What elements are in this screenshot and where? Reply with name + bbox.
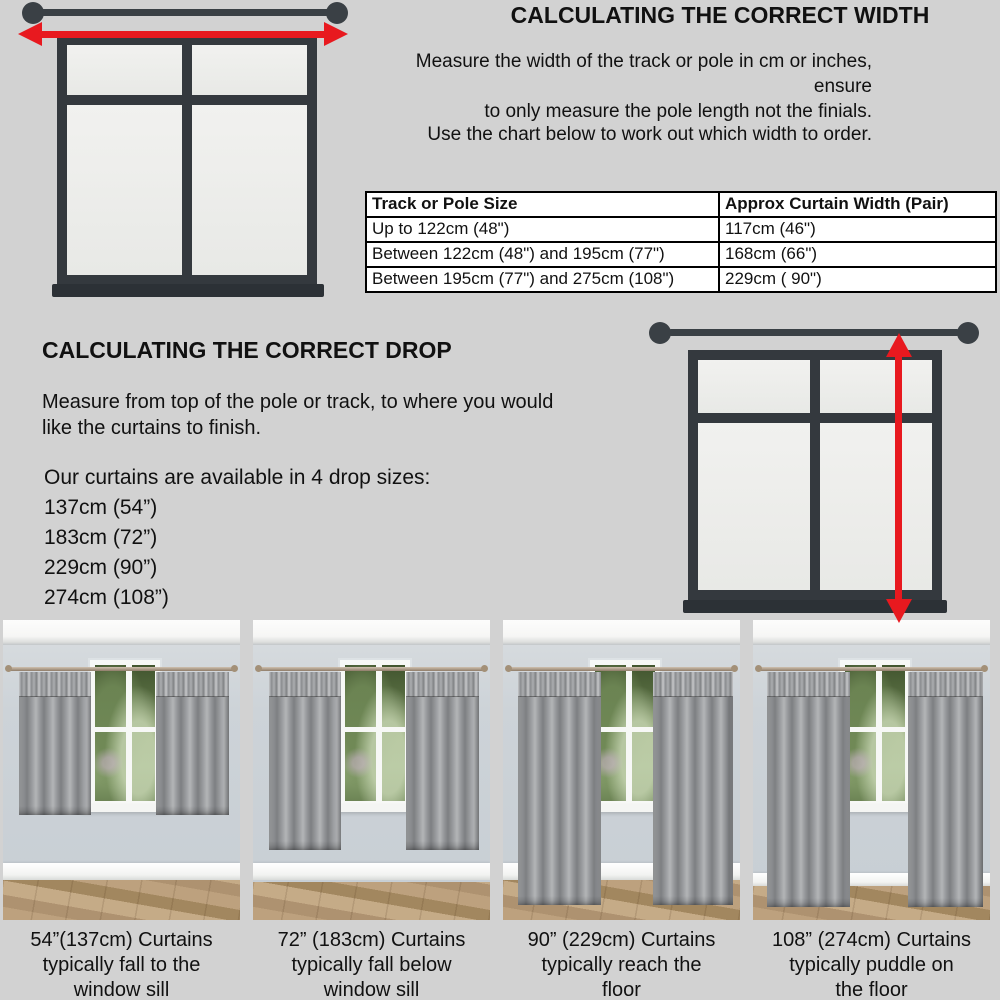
drop-size-item: 274cm (108”): [44, 586, 169, 609]
curtain-panel-left: [767, 672, 850, 907]
table-header-row: [366, 192, 996, 217]
window-pane: [820, 423, 932, 590]
caption-line: 54”(137cm) Curtains: [30, 929, 213, 951]
photo-curtain-pole: [509, 667, 734, 671]
caption-line: 90” (229cm) Curtains: [527, 929, 716, 951]
arrow-right-head: [324, 22, 348, 46]
window-mullion: [126, 665, 132, 801]
curtain-pole-icon: [668, 329, 960, 336]
pole-finial-icon: [505, 665, 512, 672]
ceiling-cornice: [503, 620, 740, 645]
curtain-panel-right: [406, 672, 479, 850]
width-instructions-line: Measure the width of the track or pole in cm or inches, ensure: [415, 51, 872, 97]
table-row: [366, 217, 996, 242]
drop-section-title: CALCULATING THE CORRECT DROP: [42, 337, 452, 363]
window-mullion: [376, 665, 382, 801]
pole-finial-icon: [5, 665, 12, 672]
curtain-panel-left: [518, 672, 601, 905]
column-header-curtain-width: Approx Curtain Width (Pair): [719, 192, 996, 217]
curtain-panel-left: [19, 672, 91, 815]
photo-curtain-pole: [259, 667, 484, 671]
photo-caption-54in: [3, 928, 240, 1000]
caption-line: floor: [602, 979, 641, 1000]
pole-finial-icon: [255, 665, 262, 672]
drop-instructions: [42, 389, 642, 441]
caption-line: window sill: [73, 979, 170, 1000]
caption-line: 72” (183cm) Curtains: [277, 929, 466, 951]
pole-finial-icon: [481, 665, 488, 672]
table-row: [366, 242, 996, 267]
photo-caption-90in: [503, 928, 740, 1000]
table-cell: 168cm (66"): [719, 242, 996, 267]
window-mullion: [626, 665, 632, 801]
photo-caption-72in: [253, 928, 490, 1000]
window-pane: [698, 423, 810, 590]
arrow-down-head: [886, 599, 912, 623]
width-measure-arrow-icon: [18, 22, 348, 47]
table-cell: Up to 122cm (48"): [366, 217, 719, 242]
drop-instructions-line: Measure from top of the pole or track, to where you would: [42, 391, 554, 413]
table-cell: Between 195cm (77") and 275cm (108"): [366, 267, 719, 292]
table-cell: Between 122cm (48") and 195cm (77"): [366, 242, 719, 267]
curtain-photo-54in: [3, 620, 240, 920]
window-mullion: [876, 665, 882, 801]
pole-finial-icon: [755, 665, 762, 672]
drop-sizes-list: [44, 463, 430, 613]
caption-line: typically puddle on: [789, 954, 954, 976]
caption-line: typically reach the: [541, 954, 702, 976]
window-pane: [67, 45, 182, 95]
window-pane: [698, 360, 810, 413]
curtain-pole-icon: [40, 9, 330, 16]
curtain-panel-right: [908, 672, 983, 907]
window-pane: [192, 45, 307, 95]
wood-floor: [3, 880, 240, 920]
photo-curtain-pole: [759, 667, 984, 671]
curtain-panel-left: [269, 672, 341, 850]
drop-measure-arrow-icon: [884, 333, 914, 623]
curtain-panel-right: [156, 672, 229, 815]
window-transom: [595, 727, 655, 732]
width-section-title: CALCULATING THE CORRECT WIDTH: [510, 2, 930, 28]
window-sill-graphic: [52, 284, 324, 297]
drop-sizes-intro: Our curtains are available in 4 drop sizes:: [44, 466, 431, 489]
drop-size-item: 137cm (54”): [44, 496, 158, 519]
drop-instructions-line: like the curtains to finish.: [42, 417, 261, 439]
photo-window: [90, 660, 160, 806]
ceiling-cornice: [253, 620, 490, 645]
caption-line: 108” (274cm) Curtains: [772, 929, 971, 951]
skirting-board: [3, 863, 240, 880]
window-graphic: [57, 35, 317, 285]
caption-line: the floor: [835, 979, 908, 1000]
photo-curtain-pole: [9, 667, 234, 671]
window-view-foliage: [845, 665, 905, 801]
skirting-board: [253, 863, 490, 880]
caption-line: typically fall to the: [42, 954, 201, 976]
pole-finial-icon: [231, 665, 238, 672]
curtain-panel-right: [653, 672, 733, 905]
pole-finial-icon: [981, 665, 988, 672]
arrow-shaft: [895, 353, 902, 603]
window-transom: [845, 727, 905, 732]
arrow-shaft: [40, 31, 326, 38]
width-instructions: [358, 49, 872, 124]
table-cell: 117cm (46"): [719, 217, 996, 242]
width-instructions-line: to only measure the pole length not the finials.: [484, 101, 872, 122]
window-transom: [345, 727, 405, 732]
drop-size-item: 229cm (90”): [44, 556, 158, 579]
window-pane: [192, 105, 307, 275]
window-pane: [67, 105, 182, 275]
drop-size-item: 183cm (72”): [44, 526, 158, 549]
window-transom: [95, 727, 155, 732]
width-size-chart-table: [365, 191, 997, 293]
chart-note: Use the chart below to work out which width to order.: [427, 124, 872, 145]
photo-caption-108in: [753, 928, 990, 1000]
caption-line: typically fall below: [291, 954, 452, 976]
window-pane: [820, 360, 932, 413]
pole-finial-icon: [731, 665, 738, 672]
window-view-foliage: [595, 665, 655, 801]
curtain-photo-72in: [253, 620, 490, 920]
curtain-photo-108in: [753, 620, 990, 920]
ceiling-cornice: [753, 620, 990, 645]
caption-line: window sill: [323, 979, 420, 1000]
curtain-photo-90in: [503, 620, 740, 920]
photo-window: [840, 660, 910, 806]
column-header-pole-size: Track or Pole Size: [366, 192, 719, 217]
photo-window: [340, 660, 410, 806]
window-view-foliage: [345, 665, 405, 801]
ceiling-cornice: [3, 620, 240, 645]
wood-floor: [253, 882, 490, 920]
window-view-foliage: [95, 665, 155, 801]
table-cell: 229cm ( 90"): [719, 267, 996, 292]
pole-finial-icon: [957, 322, 979, 344]
arrow-left-head: [18, 22, 42, 46]
table-row: [366, 267, 996, 292]
